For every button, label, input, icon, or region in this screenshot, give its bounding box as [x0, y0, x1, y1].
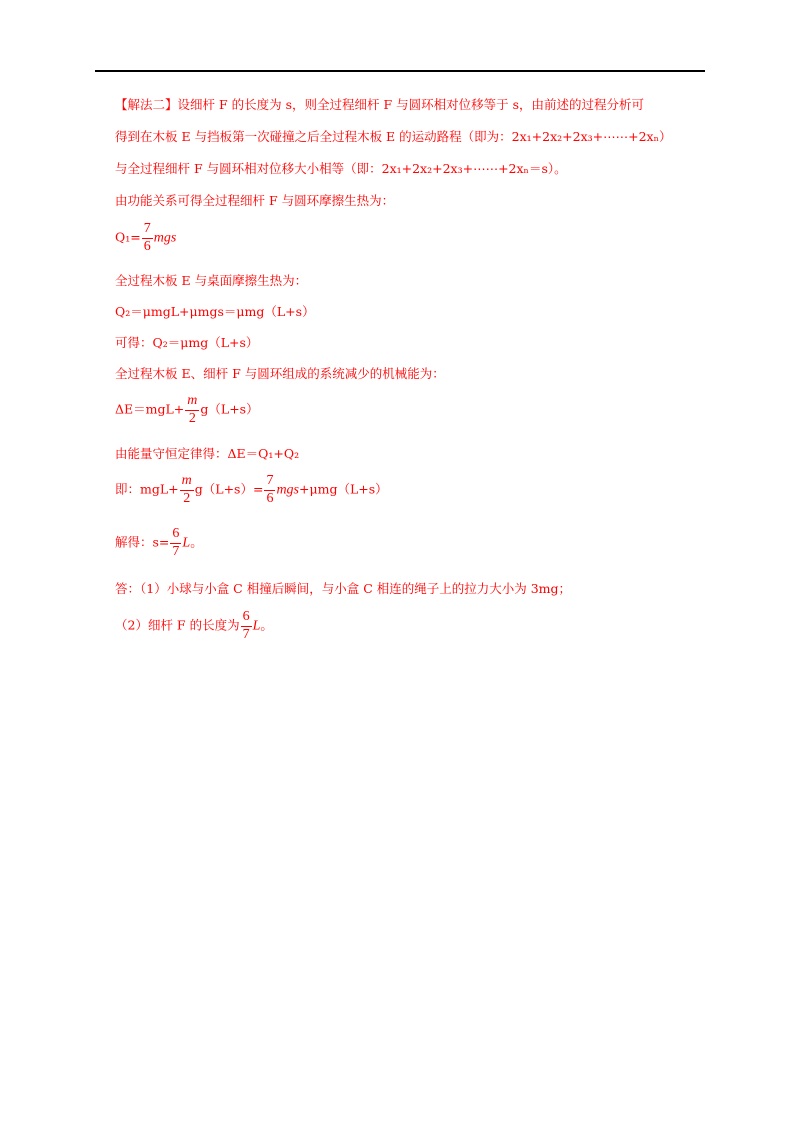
eq-tail: +μmg（L+s）: [299, 481, 388, 497]
sol-tail: 。: [190, 534, 203, 550]
text-line-8: 可得：Q₂＝μmg（L+s）: [115, 335, 259, 350]
fraction-denominator: 7: [172, 543, 180, 559]
header-rule: [95, 70, 705, 72]
fraction-7-6: [264, 474, 275, 506]
eq-mid: g（L+s）=: [194, 481, 264, 497]
answer-line-2: [115, 610, 273, 642]
text-line-2: 得到在木板 E 与挡板第一次碰撞之后全过程木板 E 的运动路程（即为：2x₁+2x₂+2x₃+⋯⋯+2xₙ）: [115, 129, 672, 144]
text-line-11: 由能量守恒定律得：ΔE＝Q₁+Q₂: [115, 446, 300, 461]
sol-prefix: 解得：s=: [115, 534, 170, 550]
fraction-7-6: [142, 222, 153, 254]
fraction-denominator: 2: [188, 410, 196, 426]
text-line-3: 与全过程细杆 F 与圆环相对位移大小相等（即：2x₁+2x₂+2x₃+⋯⋯+2xₙ＝s）。: [115, 161, 567, 176]
fraction-6-7: [241, 610, 252, 642]
fraction-m-2: [180, 474, 194, 506]
eq-prefix: 即：mgL+: [115, 481, 179, 497]
equation-q1: [115, 222, 176, 254]
fraction-denominator: 6: [143, 238, 151, 254]
fraction-numerator: 7: [142, 222, 153, 239]
text-line-7: Q₂＝μmgL+μmgs＝μmg（L+s）: [115, 304, 315, 319]
sol-var: L: [182, 535, 191, 551]
fraction-denominator: 7: [242, 626, 250, 642]
ans2-var: L: [252, 618, 261, 634]
fraction-m-2: [185, 394, 199, 426]
q1-tail: mgs: [153, 230, 177, 246]
equation-delta-e: [115, 394, 259, 426]
text-line-9: 全过程木板 E、细杆 F 与圆环组成的系统减少的机械能为：: [115, 366, 445, 381]
fraction-denominator: 6: [266, 490, 274, 506]
answer-line-1: 答：（1）小球与小盒 C 相撞后瞬间，与小盒 C 相连的绳子上的拉力大小为 3mg；: [115, 581, 572, 596]
text-line-4: 由功能关系可得全过程细杆 F 与圆环摩擦生热为：: [115, 193, 395, 208]
text-line-1: 【解法二】设细杆 F 的长度为 s，则全过程细杆 F 与圆环相对位移等于 s，由前述的过程分析可: [115, 97, 645, 112]
fraction-denominator: 2: [183, 490, 191, 506]
fraction-6-7: [170, 527, 181, 559]
q1-prefix: Q₁=: [115, 229, 141, 245]
ans2-prefix: （2）细杆 F 的长度为: [115, 617, 240, 633]
de-prefix: ΔE＝mgL+: [115, 401, 185, 417]
fraction-numerator: 6: [241, 610, 252, 627]
fraction-numerator: m: [180, 474, 194, 491]
equation-solution: [115, 527, 203, 559]
equation-energy-balance: [115, 474, 388, 506]
eq-math: mgs: [276, 482, 299, 498]
text-line-6: 全过程木板 E 与桌面摩擦生热为：: [115, 273, 308, 288]
fraction-numerator: 7: [264, 474, 275, 491]
ans2-tail: 。: [260, 617, 273, 633]
fraction-numerator: m: [185, 394, 199, 411]
de-tail: g（L+s）: [200, 401, 259, 417]
fraction-numerator: 6: [170, 527, 181, 544]
